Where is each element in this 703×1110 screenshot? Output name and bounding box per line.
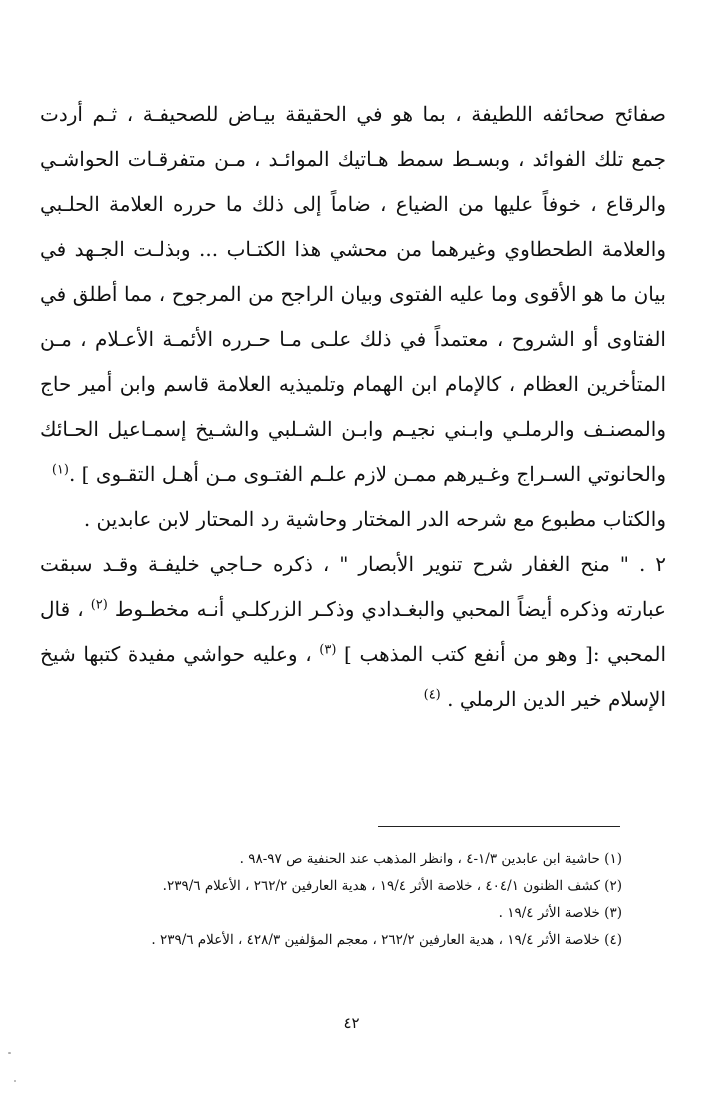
footnotes bbox=[40, 846, 622, 954]
footnote-reference: (١) bbox=[51, 462, 69, 478]
footnote-1: (١) حاشية ابن عابدين ١/٣-٤ ، وانظر المذهب عند الحنفية ص ٩٧-٩٨ . bbox=[239, 851, 622, 867]
paragraph-text: صفائح صحائفه اللطيفة ، بما هو في الحقيقة بيـاض للصحيفـة ، ثـم أردت جمع تلك الفوائد ، وبسـط سمط هـاتيك الموائـد ، مـن متفرقـات الحواشـي والرقاع ، خوفاً عليها من الضياع ، ضاماً إلى ذلك ما حرره العلامة الحلـبي والعلامة الطحطاوي وغيرهما من محشي هذا الكتـاب ... وبذلـت الجـهد في بيان ما هو الأقوى وما عليه الفتوى وبيان الراجح من المرجوح ، مما أطلق في الفتاوى أو الشروح ، معتمداً في ذلك علـى مـا حـرره الأئمـة الأعـلام ، مـن المتأخرين العظام ، كالإمام ابن الهمام وتلميذيه العلامة قاسم وابن أمير حاج والمصنـف والرملـي وابـني نجيـم وابـن الشـلبي والشـيخ إسمـاعيل الحـائك والحانوتي السـراج وغـيرهم ممـن لازم علـم الفتـوى مـن أهـل التقـوى ] . bbox=[40, 102, 666, 486]
footnote-reference: (٤) bbox=[423, 687, 441, 703]
footnote-reference: (٢) bbox=[90, 597, 108, 613]
footnote-3: (٣) خلاصة الأثر ١٩/٤ . bbox=[498, 905, 622, 921]
footnote-2: (٢) كشف الظنون ٤٠٤/١ ، خلاصة الأثر ١٩/٤ ، هدية العارفين ٢٦٢/٢ ، الأعلام ٢٣٩/٦. bbox=[162, 878, 622, 894]
scan-speck bbox=[14, 1080, 16, 1082]
paragraph-text: ، قال المحبي :[ وهو من أنفع كتب المذهب ] bbox=[40, 597, 667, 666]
paragraph-quote bbox=[40, 92, 666, 497]
scan-speck bbox=[8, 1052, 11, 1054]
paragraph-text: ، وعليه حواشي مفيدة كتبها شيخ الإسلام خير الدين الرملي . bbox=[40, 642, 666, 711]
paragraph-edition-note bbox=[40, 497, 666, 542]
page-number: ٤٢ bbox=[343, 1014, 360, 1032]
footnote-reference: (٣) bbox=[319, 642, 337, 658]
main-text bbox=[40, 92, 666, 722]
paragraph-text: والكتاب مطبوع مع شرحه الدر المختار وحاشية رد المحتار لابن عابدين . bbox=[83, 507, 666, 531]
footnote-divider bbox=[378, 826, 620, 827]
paragraph-text: ٢ . " منح الغفار شرح تنوير الأبصار " ، ذكره حـاجي خليفـة وقـد سبقت عبارته وذكره أيضاً المحبي والبغـدادي وذكـر الزركلـي أنـه مخطـوط bbox=[40, 552, 666, 621]
footnote-4: (٤) خلاصة الأثر ١٩/٤ ، هدية العارفين ٢٦٢/٢ ، معجم المؤلفين ٤٢٨/٣ ، الأعلام ٢٣٩/٦ . bbox=[151, 932, 622, 948]
paragraph-item-2 bbox=[40, 542, 666, 722]
